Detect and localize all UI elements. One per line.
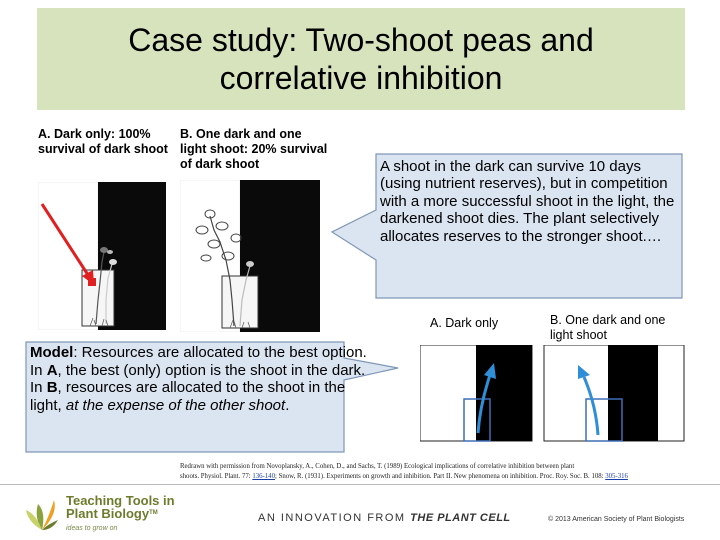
logo-title-text: Teaching Tools in Plant Biology xyxy=(66,493,175,521)
logo-title xyxy=(66,494,206,520)
logo-tagline: ideas to grow on xyxy=(66,525,118,532)
callout-1-text: A shoot in the dark can survive 10 days (using nutrient reserves), but in competition with a more successful shoot in the light, the darkened shoot dies. The plant selectively allocates reserves to the stronger shoot.… xyxy=(380,158,675,245)
model-text-1: : Resources are allocated to the best option. In xyxy=(30,344,367,379)
model-b: B xyxy=(46,379,58,397)
copyright: © 2013 American Society of Plant Biologists xyxy=(548,516,685,523)
shoot-diagram xyxy=(420,345,690,445)
citation-line-2a: shoots. Physiol. Plant. 77: xyxy=(180,473,253,480)
panel-b-caption: B. One dark and one light shoot: 20% survival of dark shoot xyxy=(180,127,328,171)
innovation-name: THE PLANT CELL xyxy=(410,512,511,524)
logo-trademark: TM xyxy=(149,510,158,516)
model-italic: at the expense of the other shoot xyxy=(65,396,286,414)
leaf-logo-icon xyxy=(24,492,60,532)
citation-line-1: Redrawn with permission from Novoplansky, A., Cohen, D., and Sachs, T. (1989) Ecological implications of correlative inhibition between plant xyxy=(180,463,575,470)
model-end: . xyxy=(285,396,290,414)
innovation-banner xyxy=(258,512,511,524)
citation-line-2b: ; Snow, R. (1931). Experiments on growth and inhibition. Part II. New phenomena on inhibition. Proc. Roy. Soc. B. 108: xyxy=(274,473,606,480)
diagram-b xyxy=(544,345,684,441)
model-a: A xyxy=(46,361,58,379)
diagram-label-a: A. Dark only xyxy=(430,316,499,330)
citation-link-1[interactable]: 136-140 xyxy=(252,473,275,480)
citation-link-2[interactable]: 305-316 xyxy=(605,473,628,480)
title-banner xyxy=(37,8,685,110)
model-callout-text xyxy=(30,344,370,414)
citation xyxy=(180,462,700,482)
photo-b-dark-and-light xyxy=(180,180,320,332)
innovation-prefix: AN INNOVATION FROM xyxy=(258,512,406,524)
model-text-2: , the best (only) option is the shoot in the dark. In xyxy=(30,361,366,397)
slide-title: Case study: Two-shoot peas and correlative inhibition xyxy=(128,22,594,96)
footer-divider xyxy=(0,484,720,485)
photo-a-dark-only xyxy=(38,182,166,330)
model-word: Model xyxy=(30,344,74,361)
diagram-label-b: B. One dark and one light shoot xyxy=(550,313,666,342)
model-text-3: , resources are allocated to the shoot in the light, xyxy=(30,379,346,414)
panel-a-caption: A. Dark only: 100% survival of dark shoot xyxy=(38,127,168,156)
diagram-a xyxy=(420,345,532,441)
